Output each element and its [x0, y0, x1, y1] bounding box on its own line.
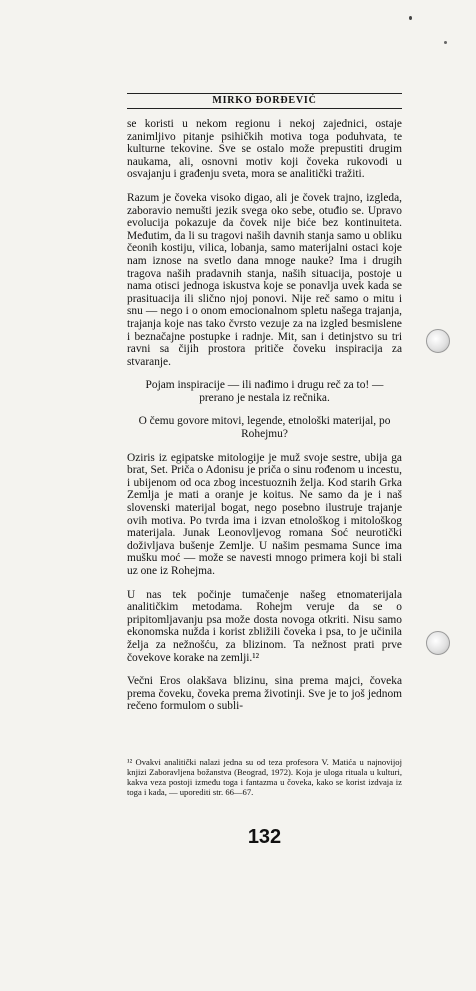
paragraph: Oziris iz egipatske mitologije je muž svoje sestre, ubija ga brat, Set. Priča o Adonisu je priča o sinu rođenom u incestu, i ubijenom od oca zbog incestuoznih želja. Kod starih Grka Zemlja je mati a oranje je koitus. Ne samo da je i naš slovenski materijal bogat, nego posebno ilustruje trajanje ovih motiva. Po tvrda ima i izvan etnološkog i mitološkog materijala. Junak Leonovljevog romana Soć neurotički doživljava bušenje Zemlje. U našim pesmama Sunce ima mušku moć — može se navesti mnogo primera koji bi stali uz one iz Rohejma.: [127, 451, 402, 577]
paragraph: O čemu govore mitovi, legende, etnološki materijal, po Rohejmu?: [138, 415, 391, 441]
header-rule-bottom: [127, 108, 402, 109]
ink-speck: [409, 16, 412, 20]
running-head: MIRKO ĐORĐEVIĆ: [212, 95, 317, 106]
paragraph: Razum je čoveka visoko digao, ali je čovek trajno, izgleda, zaboravio nemušti jezik svega oko sebe, otuđio se. Upravo evolucija pokazuje da čovek nije biće bez kontinuiteta. Međutim, da li su tragovi naših davnih stanja samo u obliku čeonih kostiju, vilica, lobanja, samo materijalni ostaci koje nam iznose na svetlo dana mnoge nauke? Ima i drugih tragova naših pradavnih stanja, naših situacija, postoje u nama otisci jednoga iskustva koje se ponavlja uvek kada se prasituacija ili slično njoj ponovi. Nije reč samo o mitu i snu — nego i o onom emocionalnom spletu našega trajanja, trajanja koje nas tako čvrsto vezuje za na izgled besmislene i beznačajne postupke i radnje. Mit, san i detinjstvo su tri ravni sa čijih prostora pritiče čoveku inspiracija za stvaranje.: [127, 191, 402, 368]
punch-hole: [426, 329, 450, 353]
paragraph: Pojam inspiracije — ili nađimo i drugu reč za to! — prerano je nestala iz rečnika.: [145, 379, 384, 404]
punch-hole: [426, 631, 450, 655]
footnote-text: ¹² Ovakvi analitički nalazi jedna su od teza profesora V. Matića u najnovijoj knjizi Zaboravljena božanstva (Beograd, 1972). Koja je uloga rituala u kulturi, kakva veza postoji između toga i fantazma u čoveka, kako se korist izdvaja iz toga i kada, — uporediti str. 66—67.: [127, 757, 402, 797]
paragraph: U nas tek počinje tumačenje našeg etnomaterijala analitičkim metodama. Rohejm veruje da se o pripitomljavanju psa može dosta novoga otkriti. Nisu samo ekonomska nužda i korist zbližili čoveka i psa, to je učinila želja za nežnošću, za blizinom. Ta nežnost prati prve čovekove korake na zemlji.¹²: [127, 588, 402, 664]
body-text: [127, 118, 402, 724]
paragraph: Večni Eros olakšava blizinu, sina prema majci, čoveka prema čoveku, čoveka prema životinji. Sve je to još jednom rečeno formulom o subli-: [127, 675, 402, 713]
header-rule-top: [127, 93, 402, 94]
footnote: [127, 757, 402, 797]
page-number: 132: [247, 826, 282, 848]
ink-speck: [444, 41, 447, 44]
paragraph: se koristi u nekom regionu i nekoj zajednici, ostaje zanimljivo pitanje psihičkih motiva toga poduhvata, te kulturne tekovine. Sve se ostalo može prepustiti drugim naukama, ali, osnovni motiv koji čoveka rukovodi u osvajanju i građenju sveta, mora se analitički tražiti.: [127, 118, 402, 181]
